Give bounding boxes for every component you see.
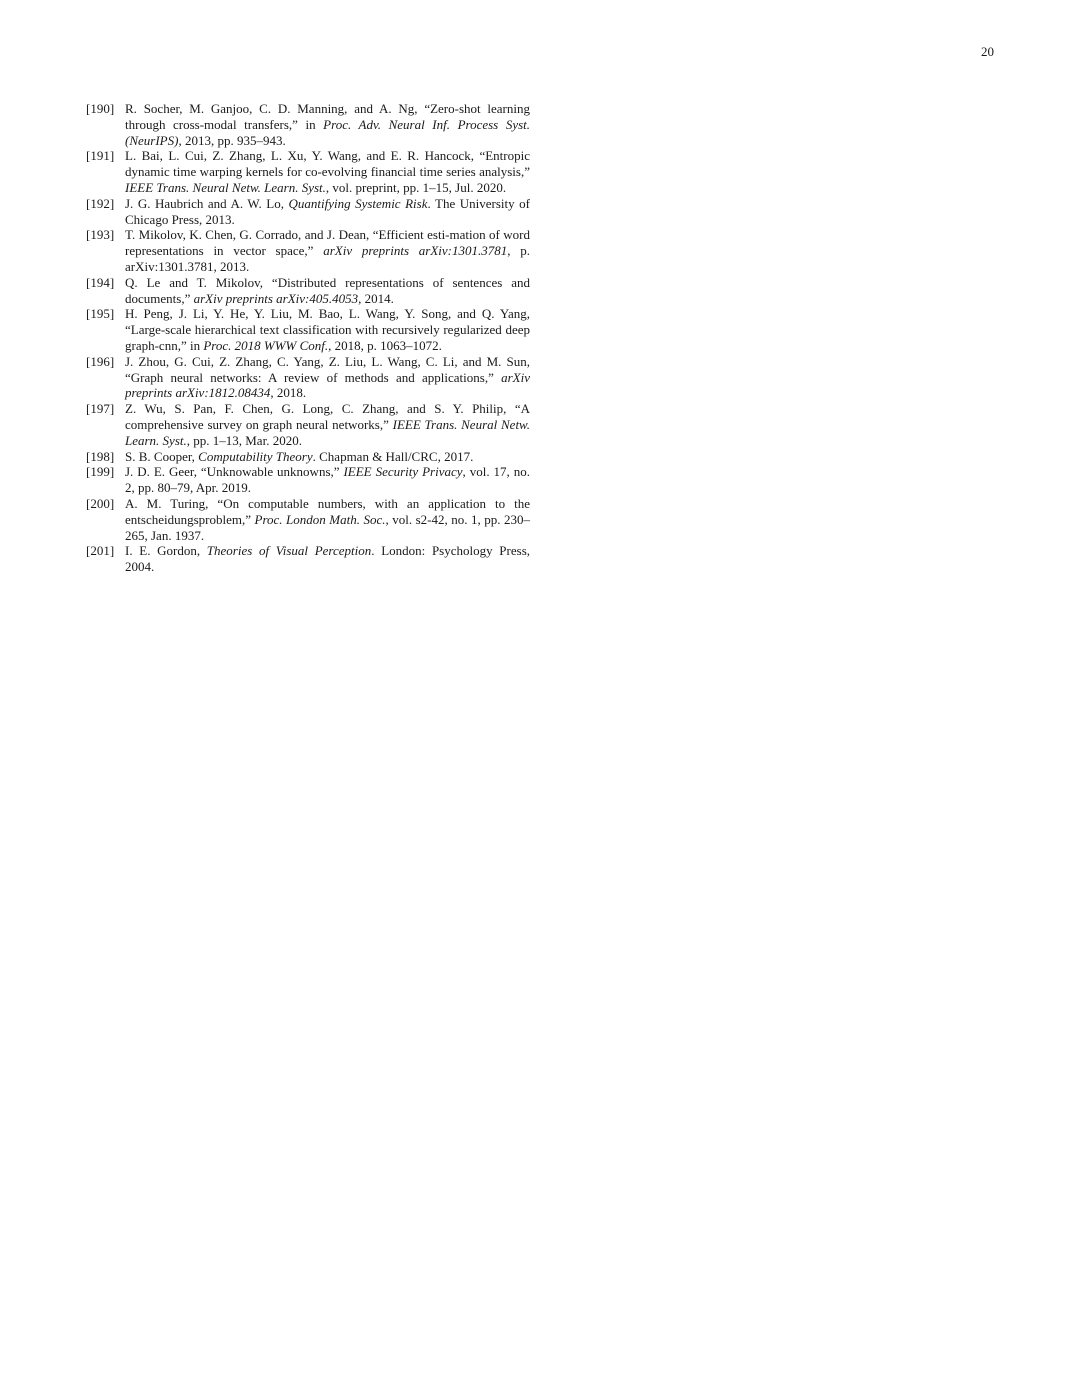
reference-segment: , pp. 1–13, Mar. 2020. xyxy=(186,432,302,448)
reference-venue: arXiv preprints arXiv:1301.3781 xyxy=(323,243,508,259)
reference-segment: Z. Wu, S. Pan, F. Chen, G. Long, C. Zhang, and S. Y. Philip, “A comprehensive survey on graph neural networks,” xyxy=(125,401,530,432)
reference-segment: R. Socher, M. Ganjoo, C. D. Manning, and A. Ng, “Zero-shot learning through cross-modal transfers,” in xyxy=(125,101,530,132)
reference-segment: , vol. preprint, pp. 1–15, Jul. 2020. xyxy=(325,179,507,195)
reference-number: [196] xyxy=(86,353,115,369)
reference-segment: , 2014. xyxy=(358,290,394,306)
reference-text xyxy=(125,464,530,496)
reference-item xyxy=(86,464,530,496)
reference-list xyxy=(86,101,530,575)
reference-number: [195] xyxy=(86,306,115,322)
reference-item xyxy=(86,306,530,353)
reference-segment: Q. Le and T. Mikolov, “Distributed representations of sentences and documents,” xyxy=(125,274,530,306)
reference-segment: . Chapman & Hall/CRC, 2017. xyxy=(312,448,474,464)
reference-item xyxy=(86,148,530,195)
reference-number: [198] xyxy=(86,448,115,464)
page-number: 20 xyxy=(981,44,994,59)
reference-venue: Theories of Visual Perception xyxy=(206,543,372,559)
reference-segment: J. D. E. Geer, “Unknowable unknowns,” xyxy=(125,464,344,480)
reference-item xyxy=(86,275,530,307)
reference-number: [201] xyxy=(86,543,115,559)
reference-segment: , 2018, p. 1063–1072. xyxy=(328,337,442,353)
reference-number: [191] xyxy=(86,148,115,164)
reference-segment: , p. arXiv:1301.3781, 2013. xyxy=(125,243,531,274)
reference-item xyxy=(86,196,530,228)
reference-number: [200] xyxy=(86,495,115,511)
reference-segment: A. M. Turing, “On computable numbers, with an application to the entscheidungsproblem,” xyxy=(125,495,530,527)
reference-segment: , 2013, pp. 935–943. xyxy=(178,132,286,148)
reference-text xyxy=(125,449,530,465)
reference-item xyxy=(86,354,530,401)
reference-text xyxy=(125,354,530,401)
reference-segment: H. Peng, J. Li, Y. He, Y. Liu, M. Bao, L. Wang, Y. Song, and Q. Yang, “Large-scale hierarchical text classification with recursively regularized deep graph-cnn,” in xyxy=(125,306,530,353)
reference-text xyxy=(125,227,530,274)
reference-segment: J. Zhou, G. Cui, Z. Zhang, C. Yang, Z. Liu, L. Wang, C. Li, and M. Sun, “Graph neural networks: A review of methods and applications,” xyxy=(125,353,530,385)
reference-text xyxy=(125,543,530,575)
reference-venue: arXiv preprints arXiv:405.4053 xyxy=(193,290,359,306)
reference-text xyxy=(125,148,530,195)
reference-text xyxy=(125,196,530,228)
reference-text xyxy=(125,101,530,148)
reference-venue: Proc. 2018 WWW Conf. xyxy=(203,337,329,353)
reference-text xyxy=(125,275,530,307)
reference-venue: IEEE Trans. Neural Netw. Learn. Syst. xyxy=(125,416,531,448)
reference-venue: Proc. Adv. Neural Inf. Process Syst. (NeurIPS) xyxy=(125,116,531,148)
reference-venue: IEEE Security Privacy xyxy=(343,464,463,480)
reference-segment: T. Mikolov, K. Chen, G. Corrado, and J. Dean, “Efficient esti-mation of word representations in vector space,” xyxy=(125,227,530,259)
reference-item xyxy=(86,543,530,575)
reference-number: [190] xyxy=(86,101,115,116)
reference-segment: . The University of Chicago Press, 2013. xyxy=(125,195,531,227)
reference-item xyxy=(86,227,530,274)
reference-number: [199] xyxy=(86,464,115,480)
reference-venue: Computability Theory xyxy=(198,448,313,464)
reference-item xyxy=(86,401,530,448)
reference-segment: , 2018. xyxy=(270,385,307,401)
reference-item xyxy=(86,101,530,148)
reference-number: [194] xyxy=(86,274,115,290)
reference-segment: L. Bai, L. Cui, Z. Zhang, L. Xu, Y. Wang, and E. R. Hancock, “Entropic dynamic time warping kernels for co-evolving financial time series analysis,” xyxy=(125,148,530,180)
reference-venue: Quantifying Systemic Risk xyxy=(288,195,428,211)
reference-segment: I. E. Gordon, xyxy=(125,543,207,559)
reference-number: [197] xyxy=(86,401,115,417)
reference-segment: S. B. Cooper, xyxy=(125,448,199,464)
reference-text xyxy=(125,496,530,543)
reference-venue: Proc. London Math. Soc. xyxy=(254,511,386,527)
reference-segment: , vol. 17, no. 2, pp. 80–79, Apr. 2019. xyxy=(125,464,530,496)
reference-item xyxy=(86,496,530,543)
reference-segment: , vol. s2-42, no. 1, pp. 230–265, Jan. 1937. xyxy=(125,511,530,543)
reference-venue: IEEE Trans. Neural Netw. Learn. Syst. xyxy=(125,179,326,195)
reference-item xyxy=(86,449,530,465)
reference-segment: J. G. Haubrich and A. W. Lo, xyxy=(125,195,289,211)
reference-segment: . London: Psychology Press, 2004. xyxy=(125,543,531,575)
reference-text xyxy=(125,401,530,448)
reference-number: [192] xyxy=(86,195,115,211)
reference-text xyxy=(125,306,530,353)
reference-venue: arXiv preprints arXiv:1812.08434 xyxy=(125,369,530,401)
reference-number: [193] xyxy=(86,227,115,243)
